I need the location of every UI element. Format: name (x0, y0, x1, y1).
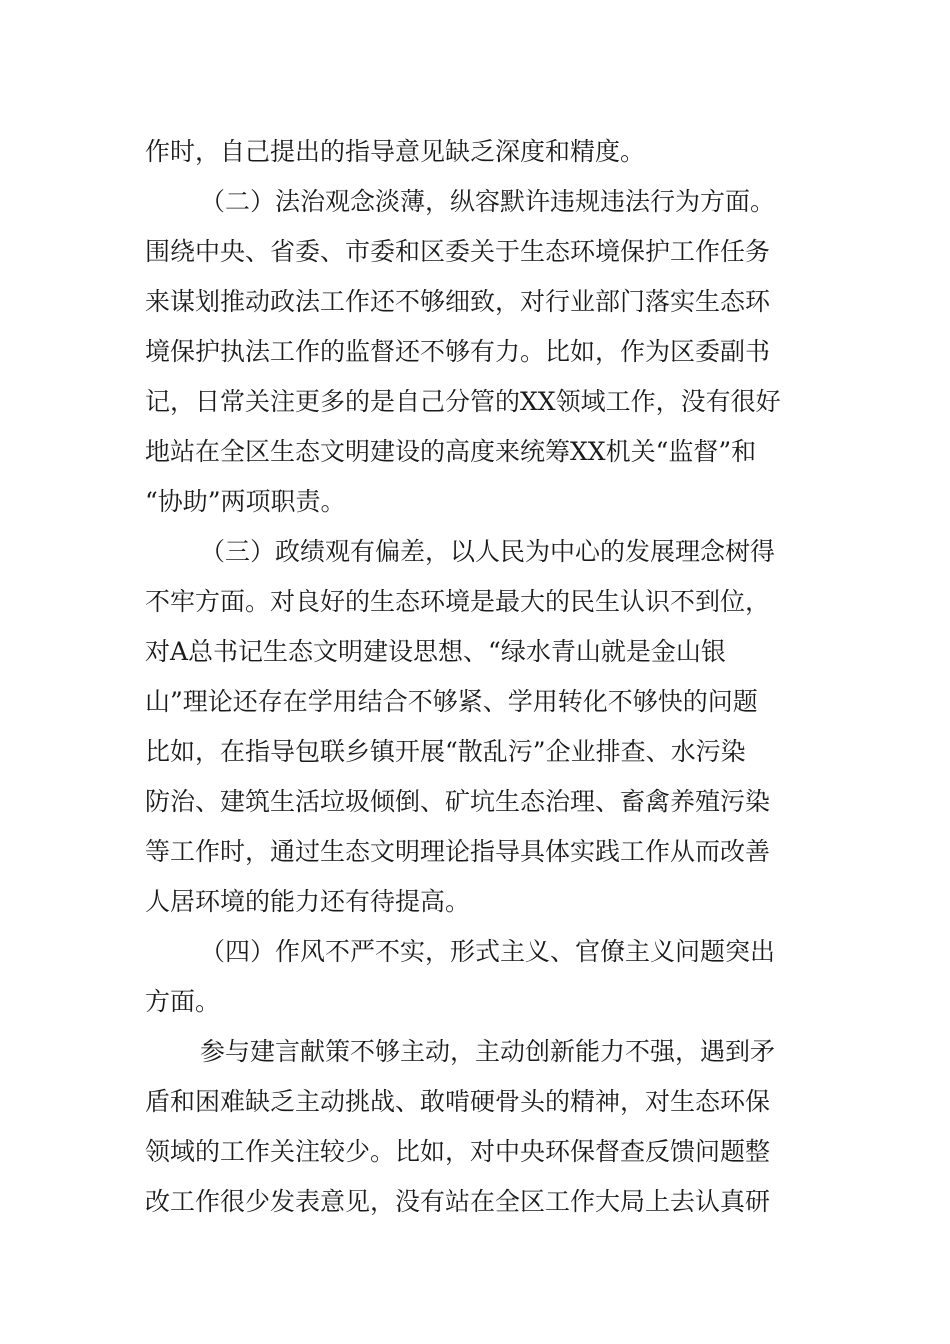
section-heading-2: （二）法治观念淡薄，纵容默许违规违法行为方面。 (200, 187, 776, 216)
paragraph-start: 参与建言献策不够主动，主动创新能力不强，遇到矛 (200, 1037, 776, 1066)
text-line: 改工作很少发表意见，没有站在全区工作大局上去认真研 (145, 1187, 771, 1216)
text-line: 围绕中央、省委、市委和区委关于生态环境保护工作任务 (145, 237, 771, 266)
text-line: 人居环境的能力还有待提高。 (145, 887, 471, 916)
section-heading-4: （四）作风不严不实，形式主义、官僚主义问题突出 (200, 937, 776, 966)
text-line: 等工作时，通过生态文明理论指导具体实践工作从而改善 (145, 837, 771, 866)
text-line: 盾和困难缺乏主动挑战、敢啃硬骨头的精神，对生态环保 (145, 1087, 771, 1116)
text-line: 比如，在指导包联乡镇开展“散乱污”企业排查、水污染 (145, 737, 746, 766)
text-line: 领域的工作关注较少。比如，对中央环保督查反馈问题整 (145, 1137, 771, 1166)
section-heading-3: （三）政绩观有偏差，以人民为中心的发展理念树得 (200, 537, 776, 566)
text-line: 防治、建筑生活垃圾倾倒、矿坑生态治理、畜禽养殖污染 (145, 787, 771, 816)
text-line: “协助”两项职责。 (145, 487, 346, 516)
text-line: 不牢方面。对良好的生态环境是最大的民生认识不到位， (145, 587, 771, 616)
text-line: 山”理论还存在学用结合不够紧、学用转化不够快的问题 (145, 687, 758, 716)
text-line: 境保护执法工作的监督还不够有力。比如，作为区委副书 (145, 337, 771, 366)
text-line: 作时，自己提出的指导意见缺乏深度和精度。 (145, 137, 646, 166)
text-line: 方面。 (145, 987, 221, 1016)
text-line: 来谋划推动政法工作还不够细致，对行业部门落实生态环 (145, 287, 771, 316)
text-line: 地站在全区生态文明建设的高度来统筹XX机关“监督”和 (145, 437, 757, 466)
text-line: 对A总书记生态文明建设思想、“绿水青山就是金山银 (145, 637, 726, 666)
text-line: 记，日常关注更多的是自己分管的XX领域工作，没有很好 (145, 387, 781, 416)
